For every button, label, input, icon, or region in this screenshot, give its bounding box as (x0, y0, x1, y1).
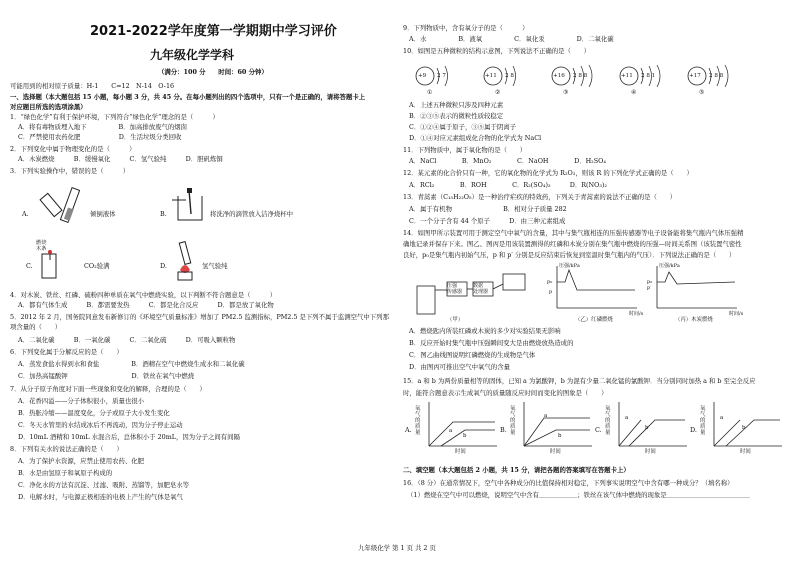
q10-opt-b: B．②③⑤表示的微粒性质较稳定 (409, 112, 504, 120)
section1-heading: 一、选择题（本大题包括 15 小题，每小题 3 分，共 45 分。在每小题列出的四个选项中，只有一个是正确的，请将答题卡上 (10, 93, 366, 101)
time-c: 时间/s (729, 311, 744, 317)
q3-label-b: B. (160, 210, 167, 218)
q13-opts-ab: A．属于有机物 B．相对分子质量 282 (409, 205, 567, 213)
q3-b-text: 将洗净的滴管放入洁净烧杯中 (210, 210, 294, 218)
atom-4-index: ④ (631, 89, 637, 96)
atom-5-index: ⑤ (699, 89, 705, 96)
q3-c-text: CO₂验满 (84, 262, 110, 270)
q15-graph-d-label: D. (690, 426, 697, 434)
q11-opts: A．NaCl B．MnO₂ C．NaOH D．H₂SO₄ (409, 157, 606, 165)
caption-a: （甲） (447, 317, 464, 323)
atom-1-nucleus: +9 (418, 73, 427, 79)
atom-3-electrons: 2 8 8 (573, 73, 588, 79)
q3: 3．下列实验操作中，错误的是（ ） (10, 167, 130, 175)
atom-1-electrons: 2 7 (437, 73, 446, 79)
q15-graph-b-y: 氧气的质量 (510, 406, 516, 436)
exam-meta: （满分：100 分 时间：60 分钟） (158, 68, 268, 76)
q15-graph-b-x: 时间 (550, 449, 561, 455)
q9-opts: A．水 B．液氧 C．氧化汞 D．二氧化碳 (409, 35, 614, 43)
q8-opt-c: C．净化水的方法有沉淀、过滤、吸附、蒸馏等，加肥皂水等 (18, 481, 190, 489)
q5-opts: A．二氧化碳 B．一氧化碳 C．二氧化硫 D．可吸入颗粒物 (18, 336, 236, 344)
atom-1-index: ① (427, 89, 433, 96)
q15-graph-a-label: A. (405, 426, 412, 434)
q16-line2: （1）燃烧在空气中可以燃烧，说明空气中含有＿＿＿＿＿＿；铁丝在该气体中燃烧的现象是＿＿＿＿＿＿＿＿＿＿＿＿＿ (407, 491, 750, 499)
q8-opt-a: A．为了保护水资源，应禁止使用农药、化肥 (18, 457, 145, 465)
q15-graph-b-label: B. (500, 426, 507, 434)
caption-b: （乙）红磷燃烧 (575, 317, 613, 323)
q1-opts-ab: A．将有毒物质埋入地下 B．加高排放废气的烟囱 (18, 123, 188, 131)
y-axis-b: 压强/kPa (559, 263, 580, 269)
atom-diagrams (413, 62, 753, 98)
q12: 12．某元素的化合价只有一种，它的氧化物的化学式为 R₂O₃，则该 R 的下列化学式正确的是（ ） (403, 169, 693, 177)
atom-3 (549, 62, 613, 98)
atom-2 (481, 62, 545, 98)
q15-graph-b-plot (520, 400, 600, 452)
q15-graph-c-plot (615, 400, 695, 452)
q15-graphs (405, 400, 785, 460)
q3-a-text: 倾倒液体 (90, 210, 116, 218)
subject-title: 九年级化学学科 (150, 48, 235, 62)
q14-opt-b: B．反应开始时集气瓶中压强瞬间变大是由燃烧放热造成的 (409, 339, 574, 347)
q15-graph-d-plot (710, 400, 790, 452)
q15-graph-a-a: a (449, 428, 453, 434)
atom-2-nucleus: +11 (485, 73, 497, 79)
q15-graph-c-a: a (625, 415, 629, 421)
q13: 13．青蒿素（C₁₅H₂₂O₅）是一种治疗疟疾的特效药，下列关于青蒿素的说法不正确的是（ ） (403, 193, 677, 201)
q7-opt-a: A．花香四溢——分子体积很小，质量也很小 (18, 397, 145, 405)
p0-c: p₀ (647, 279, 653, 285)
q14-figure (407, 262, 787, 324)
atom-4 (617, 62, 681, 98)
q7-opt-b: B．热胀冷缩——温度变化，分子或原子大小发生变化 (18, 409, 170, 417)
exam-title: 2021-2022学年度第一学期期中学习评价 (90, 24, 337, 39)
q12-opts: A．RCl₂ B．ROH C．R₂(SO₄)₃ D．R(NO₃)₂ (409, 181, 607, 189)
q6: 6．下列变化属于分解反应的是（ ） (10, 348, 123, 356)
q15-graph-a-x: 时间 (455, 449, 466, 455)
beaker-dropper-figure (172, 188, 208, 224)
hydrogen-test-figure (172, 240, 202, 284)
q15-graph-d (690, 400, 785, 460)
q7: 7．从分子原子角度对下面一些现象和变化的解释，合理的是（ ） (10, 385, 206, 393)
q15-graph-a-y: 氧气的质量 (415, 406, 421, 436)
q2: 2．下列变化中属于物理变化的是（ ） (10, 145, 136, 153)
atom-5-electrons: 2 8 8 (709, 73, 724, 79)
caption-c: （丙）木炭燃烧 (675, 317, 713, 323)
q14-opt-a: A．燃烧匙内所装红磷或木炭的多少对实验结果无影响 (409, 327, 561, 335)
q15-graph-d-x: 时间 (740, 449, 751, 455)
q15-graph-a-b: b (463, 433, 467, 439)
q7-opt-c: C．冬天水管里的水结成冰后不再流动，因为分子停止运动 (18, 421, 183, 429)
q2-opts: A．木炭燃烧 B．缓慢氧化 C．氢气验纯 D．胆矾炼铜 (18, 155, 223, 163)
atom-3-index: ③ (563, 89, 569, 96)
atom-5 (685, 62, 749, 98)
q6-opts-ab: A．蒸发食盐水得到水和食盐 B．酒精在空气中燃烧生成水和二氧化碳 (18, 360, 245, 368)
q15-graph-b-b: b (558, 433, 562, 439)
q14-line3: 良好，p₀是集气瓶内初始气压，p 和 p′ 分别是反应结束后恢复到室温时集气瓶内的气压）．下列说法正确的是（ ） (403, 251, 736, 259)
q15-graph-a (405, 400, 500, 460)
q3-label-a: A. (22, 210, 29, 218)
q15-graph-b-a: a (544, 413, 548, 419)
q15-graph-d-b: b (742, 425, 746, 431)
q14-opt-c: C．图乙曲线图说明红磷燃烧的生成物是气体 (409, 351, 536, 359)
sensor-label: 压强 传感器 (447, 283, 463, 295)
co2-bottle-figure (36, 250, 80, 280)
p-b: p (549, 289, 553, 295)
q3-label-d: D. (160, 262, 167, 270)
q16-line1: 16．（8 分）在通常情况下，空气中各种成分的比值保持相对稳定，下列事实说明空气中含有哪一种成分？（填名称） (403, 479, 734, 487)
q10-opt-d: D．①④对应元素组成化合物的化学式为 NaCl (409, 134, 542, 142)
q6-opts-cd: C．加热高锰酸钾 D．铁丝在氧气中燃烧 (18, 372, 195, 380)
q15-line1: 15．a 和 b 为两份质量相等的固体，已知 a 为氯酸钾，b 为混有少量二氧化锰的氯酸钾．当分别同时加热 a 和 b 至完全反应 (403, 377, 756, 385)
atom-3-nucleus: +16 (553, 73, 565, 79)
atom-4-nucleus: +11 (621, 73, 633, 79)
q8-opt-d: D．电解水时，与电源正极相连的电极上产生的气体是氧气 (18, 493, 183, 501)
page-footer: 九年级化学 第 1 页 共 2 页 (358, 544, 436, 552)
q13-opts-cd: C．一个分子含有 44 个原子 D．由三种元素组成 (409, 217, 566, 225)
q15-graph-b (500, 400, 595, 460)
pour-liquid-figure (36, 180, 96, 230)
q14-line2: 确地记录并保存下来。图乙、图丙是用该装置测得的红磷和木炭分别在集气瓶中燃烧的压强—时间关系图（该装置气密性 (403, 240, 742, 248)
p2-c: p′ (647, 285, 652, 291)
q1-opts-cd: C．严禁使用农药化肥 D．生活垃圾分类回收 (18, 133, 182, 141)
atom-4-electrons: 2 8 1 (641, 73, 656, 79)
section2-heading: 二、填空题（本大题包括 2 小题，共 15 分，请把各题的答案填写在答题卡上） (403, 466, 630, 474)
time-b: 时间/s (629, 311, 644, 317)
q5: 5．2012 年 2 月，国务院同意发布新修订的《环境空气质量标准》增加了 PM2.5 监测指标，PM2.5 是下列不属于监测空气中下列那 (10, 313, 389, 321)
q1: 1．“绿色化学”有利于保护环境，下列符合“绿色化学”理念的是（ ） (10, 113, 219, 121)
p0-b: p₀ (547, 279, 553, 285)
atom-1 (413, 62, 477, 98)
q9: 9．下列物质中，含有氧分子的是（ ） (403, 24, 529, 32)
atom-2-index: ② (495, 89, 501, 96)
q15-graph-c-y: 氧气的质量 (605, 406, 611, 436)
section1-heading-2: 对应题目所选的选项涂黑） (10, 103, 87, 111)
q4: 4．对木炭、铁丝、红磷、硫粉四种单质在氧气中燃烧实验，以下判断不符合题意是（ ） (10, 291, 277, 299)
q15-graph-c-x: 时间 (645, 449, 656, 455)
q14-opt-d: D．由图丙可推出空气中氧气的含量 (409, 363, 510, 371)
atomic-masses: 可能用到的相对原子质量：H-1 C=12 N-14 O-16 (10, 82, 175, 90)
q15-graph-c-b: b (645, 425, 649, 431)
atom-5-nucleus: +17 (689, 73, 701, 79)
q5-cont: 项含量的（ ） (10, 323, 62, 331)
q15-graph-d-y: 氧气的质量 (700, 406, 706, 436)
y-axis-c: 压强/kPa (659, 263, 680, 269)
computer-label: 数据 处理器 (473, 283, 489, 295)
q10: 10．如图是五种微粒的结构示意图，下列说法不正确的是（ ） (403, 47, 591, 55)
q15-graph-c-label: C. (595, 426, 602, 434)
q4-opts: A．都有气体生成 B．都需要发热 C．都是化合反应 D．都是放了氧化物 (18, 301, 274, 309)
q11: 11．下列物质中，属于氧化物的是（ ） (403, 146, 527, 154)
q8: 8．下列有关水的说法正确的是（ ） (10, 445, 123, 453)
q3-label-c: C. (26, 262, 33, 270)
q15-graph-a-plot (425, 400, 505, 452)
atom-2-electrons: 2 8 (505, 73, 514, 79)
q14-line1: 14．如图甲所示装置可用于测定空气中氧气的含量，其中与集气瓶相连的压强传感器等电子设备能将集气瓶内气体压强精 (403, 229, 744, 237)
q8-opt-b: B．水是由氢原子和氧原子构成的 (18, 469, 113, 477)
q15-graph-d-a: a (720, 415, 724, 421)
q3-d-text: 氢气验纯 (202, 262, 228, 270)
q7-opt-d: D．10mL 酒精和 10mL 水混合后，总体积小于 20mL，因为分子之间有间隔 (18, 433, 240, 441)
q15-line2: 时，能符合题意表示生成氧气的质量随反应时间而变化的图象是（ ） (403, 389, 608, 397)
q10-opt-a: A．上述五种微粒只涉及四种元素 (409, 101, 504, 109)
q3-c-tag: 燃烧 木条 (36, 240, 47, 252)
q15-graph-c (595, 400, 690, 460)
q10-opt-c: C．①②④属于原子，③⑤属于阴离子 (409, 123, 517, 131)
